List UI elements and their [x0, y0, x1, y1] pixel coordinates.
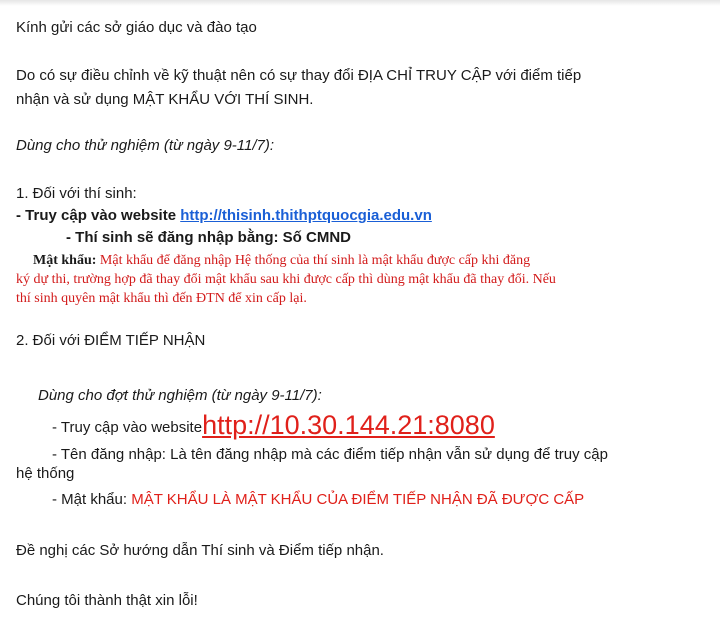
intro-line-2: nhận và sử dụng MẬT KHẨU VỚI THÍ SINH.	[16, 91, 314, 108]
point-password-value: MẬT KHẨU LÀ MẬT KHẨU CỦA ĐIỂM TIẾP NHẬN ĐÃ ĐƯỢC CẤP	[131, 491, 585, 508]
greeting: Kính gửi các sở giáo dục và đào tạo	[16, 19, 257, 36]
student-access-line	[16, 205, 704, 227]
section-1-heading: 1. Đối với thí sinh:	[16, 185, 137, 202]
intro-line-1: Do có sự điều chỉnh về kỹ thuật nên có sự thay đổi ĐỊA CHỈ TRUY CẬP với điểm tiếp	[16, 67, 582, 84]
student-access-prefix: - Truy cập vào website	[16, 207, 181, 224]
student-password-line-2: ký dự thi, trường hợp đã thay đổi mật khẩu sau khi được cấp thì dùng mật khẩu đã thay đổi. Nếu	[16, 272, 556, 287]
request-line: Đề nghị các Sở hướng dẫn Thí sinh và Điểm tiếp nhận.	[16, 542, 384, 559]
student-login-line: - Thí sinh sẽ đăng nhập bằng: Số CMND	[66, 229, 351, 246]
trial-note: Dùng cho thử nghiệm (từ ngày 9-11/7):	[16, 137, 275, 154]
point-password-line	[52, 489, 704, 511]
point-access-line	[52, 410, 704, 443]
section-2-trial-note: Dùng cho đợt thử nghiệm (từ ngày 9-11/7):	[38, 387, 322, 404]
point-password-prefix: - Mật khẩu:	[52, 491, 132, 508]
student-password-line-1	[16, 251, 704, 270]
password-label: Mật khẩu:	[33, 253, 97, 268]
password-text-1: Mật khẩu để đăng nhập Hệ thống của thí sinh là mật khẩu được cấp khi đăng	[96, 253, 531, 268]
username-line-2: hệ thống	[16, 465, 75, 482]
apology-line: Chúng tôi thành thật xin lỗi!	[16, 592, 198, 609]
student-password-line-3: thí sinh quyên mật khẩu thì đến ĐTN để xin cấp lại.	[16, 291, 307, 306]
top-edge	[0, 0, 720, 6]
student-website-link[interactable]: http://thisinh.thithptquocgia.edu.vn	[180, 207, 432, 224]
section-2-heading: 2. Đối với ĐIỂM TIẾP NHẬN	[16, 332, 206, 349]
point-website-link[interactable]: http://10.30.144.21:8080	[202, 410, 495, 440]
point-access-prefix: - Truy cập vào website	[52, 419, 203, 436]
username-line-1: - Tên đăng nhập: Là tên đăng nhập mà các điểm tiếp nhận vẫn sử dụng để truy cập	[52, 446, 608, 463]
